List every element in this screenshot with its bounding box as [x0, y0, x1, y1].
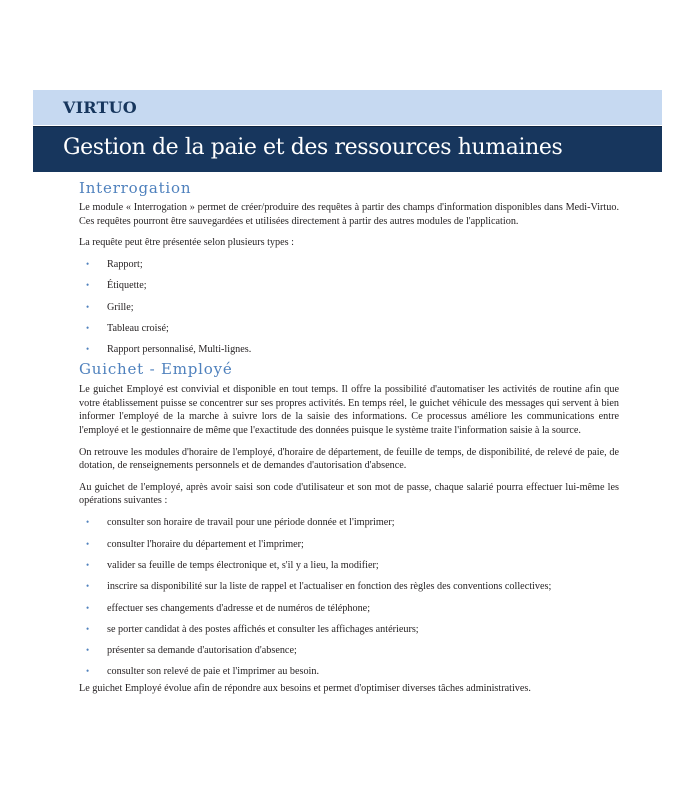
list-item: [79, 665, 619, 678]
list-item-text: Grille;: [107, 301, 134, 313]
paragraph: On retrouve les modules d'horaire de l'employé, d'horaire de département, de feuille de temps, de disponibilité, de relevé de paie, de dotation, de renseignements personnels et de demandes d'autorisation d'absence.: [79, 446, 619, 472]
list-item-text: Étiquette;: [107, 280, 147, 292]
list-item: [79, 279, 619, 292]
list-item-text: consulter son horaire de travail pour une période donnée et l'imprimer;: [107, 517, 395, 529]
closing-paragraph: Le guichet Employé évolue afin de répondre aux besoins et permet d'optimiser diverses tâches administratives.: [79, 683, 531, 695]
bullet-icon: •: [86, 581, 90, 592]
list-item: [79, 623, 619, 636]
bullet-icon: •: [86, 322, 90, 333]
list-item: [79, 322, 619, 335]
list-item: [79, 516, 619, 529]
list-item: [79, 602, 619, 615]
paragraph: Le guichet Employé est convivial et disponible en tout temps. Il offre la possibilité d'automatiser les activités de routine afin que votre établissement puisse se concentrer sur ses propres activités. En temps réel, le guichet véhicule des messages qui servent à bien informer l'employé de la marche à suivre lors de la saisie des informations. Ce processus améliore les communications entre l'employé et le gestionnaire de même que l'exactitude des données puisque le système traite l'information saisie à la source.: [79, 384, 619, 437]
bullet-icon: •: [86, 666, 90, 677]
brand-label: VIRTUO: [63, 98, 137, 117]
section-heading: Guichet - Employé: [79, 360, 233, 379]
bullet-list: [79, 258, 619, 356]
section-heading: Interrogation: [79, 179, 192, 197]
document-body: [79, 178, 619, 696]
header-title-band: [33, 126, 662, 172]
page-title: Gestion de la paie et des ressources humaines: [63, 135, 563, 160]
list-item: [79, 644, 619, 657]
paragraph: La requête peut être présentée selon plusieurs types :: [79, 237, 294, 249]
section-guichet-employe: [79, 359, 619, 696]
bullet-list: [79, 516, 619, 678]
list-item-text: Rapport personnalisé, Multi-lignes.: [107, 344, 252, 356]
bullet-icon: •: [86, 344, 90, 355]
list-item-text: inscrire sa disponibilité sur la liste de rappel et l'actualiser en fonction des règles des conventions collectives;: [107, 581, 552, 593]
bullet-icon: •: [86, 645, 90, 656]
list-item: [79, 580, 619, 593]
list-item-text: Rapport;: [107, 259, 143, 271]
bullet-icon: •: [86, 259, 90, 270]
list-item-text: présenter sa demande d'autorisation d'absence;: [107, 645, 297, 657]
list-item-text: consulter son relevé de paie et l'imprimer au besoin.: [107, 666, 320, 678]
bullet-icon: •: [86, 602, 90, 613]
bullet-icon: •: [86, 301, 90, 312]
list-item-text: se porter candidat à des postes affichés et consulter les affichages antérieurs;: [107, 623, 419, 635]
bullet-icon: •: [86, 623, 90, 634]
bullet-icon: •: [86, 280, 90, 291]
list-item-text: consulter l'horaire du département et l'imprimer;: [107, 538, 304, 550]
bullet-icon: •: [86, 538, 90, 549]
list-item: [79, 258, 619, 271]
list-item-text: valider sa feuille de temps électronique et, s'il y a lieu, la modifier;: [107, 559, 379, 571]
section-interrogation: [79, 178, 619, 356]
header-brand-band: [33, 90, 662, 125]
list-item: [79, 559, 619, 572]
list-item: [79, 301, 619, 314]
paragraph: Le module « Interrogation » permet de créer/produire des requêtes à partir des champs d'information disponibles dans Medi-Virtuo. Ces requêtes pourront être sauvegardées et utilisées directement à partir des autres modules de l'application.: [79, 202, 619, 227]
list-item-text: Tableau croisé;: [107, 322, 169, 334]
list-item: [79, 538, 619, 551]
list-item: [79, 343, 619, 356]
bullet-icon: •: [86, 517, 90, 528]
list-item-text: effectuer ses changements d'adresse et de numéros de téléphone;: [107, 602, 371, 614]
paragraph: Au guichet de l'employé, après avoir saisi son code d'utilisateur et son mot de passe, chaque salarié pourra effectuer lui-même les opérations suivantes :: [79, 481, 619, 507]
bullet-icon: •: [86, 559, 90, 570]
